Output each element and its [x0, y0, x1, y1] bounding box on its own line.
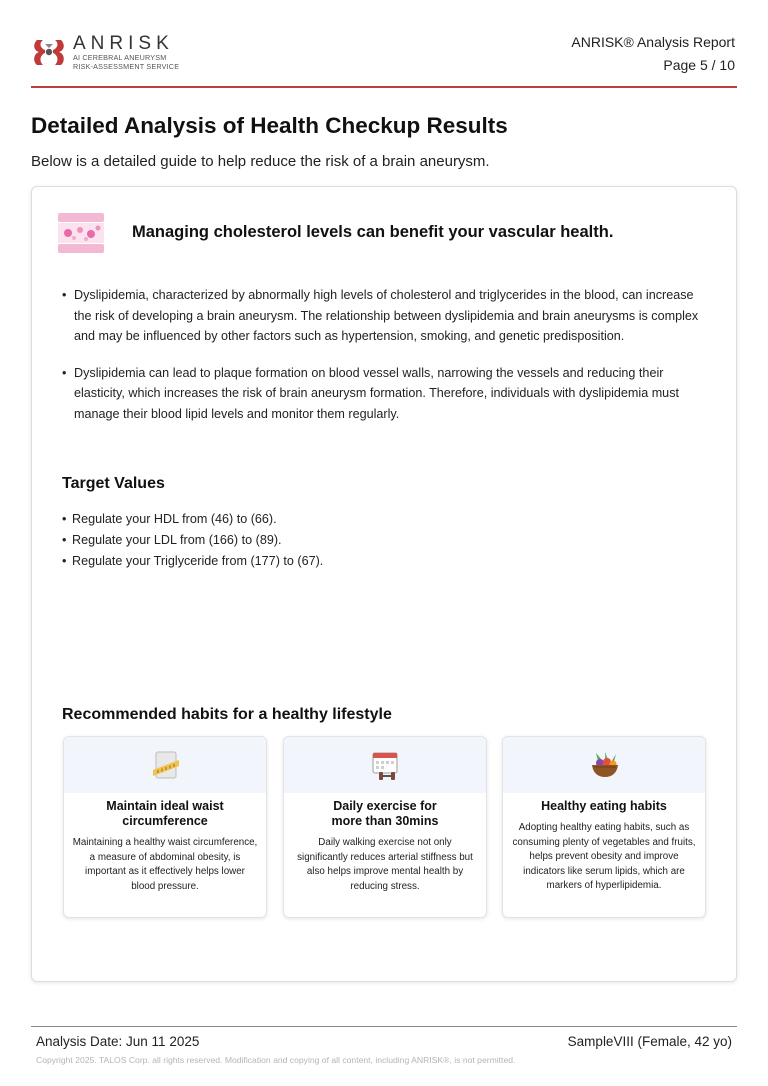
habit-description: Maintaining a healthy waist circumference, a measure of abdominal obesity, is important as it effectively helps lower blood pressure.: [72, 837, 258, 892]
page-subtitle: Below is a detailed guide to help reduce the risk of a brain aneurysm.: [31, 153, 490, 170]
calendar-dumbbell-icon: [370, 749, 402, 781]
habit-name-line-2: circumference: [122, 814, 208, 828]
target-triglyceride: • Regulate your Triglyceride from (177) to (67).: [62, 551, 662, 572]
brand-logo: [31, 34, 179, 71]
page-indicator: Page 5 / 10: [663, 57, 735, 73]
page-title: Detailed Analysis of Health Checkup Results: [31, 113, 508, 138]
analysis-date: Analysis Date: Jun 11 2025: [36, 1034, 200, 1049]
anrisk-logo-icon: [31, 34, 67, 70]
habit-card-exercise: [283, 736, 487, 918]
habit-card-waist: [63, 736, 267, 918]
habit-name-line-1: Maintain ideal waist: [106, 799, 224, 813]
habits-title: Recommended habits for a healthy lifestyle: [62, 706, 392, 723]
info-bullet-list: [62, 285, 712, 440]
target-values-list: [62, 509, 662, 572]
footer-divider: [31, 1026, 737, 1027]
brand-subtitle-line-2: RISK-ASSESSMENT SERVICE: [73, 61, 180, 71]
habit-description: Daily walking exercise not only significantly reduces arterial stiffness but also helps improve mental health by reducing stress.: [297, 837, 473, 892]
info-bullet: • Dyslipidemia can lead to plaque formation on blood vessel walls, narrowing the vessels and reducing their elasticity, which increases the risk of brain aneurysm formation. Therefore, individuals with dyslipidemia must manage their blood lipid levels and monitor them regularly.: [62, 363, 712, 425]
target-values-title: Target Values: [62, 475, 165, 492]
target-hdl: • Regulate your HDL from (46) to (66).: [62, 509, 662, 530]
brand-subtitle-line-1: AI CEREBRAL ANEURYSM: [73, 53, 167, 62]
info-bullet: • Dyslipidemia, characterized by abnormally high levels of cholesterol and triglycerides in the blood, can increase the risk of developing a brain aneurysm. The relationship between dyslipidemia and brain aneurysms is complex and may be influenced by other factors such as hypertension, smoking, and genetic predisposition.: [62, 285, 712, 347]
analysis-card: [31, 186, 737, 982]
measuring-tape-icon: [150, 749, 182, 781]
habit-name-line-1: Healthy eating habits: [541, 799, 667, 813]
report-header: [31, 30, 737, 88]
habit-description: Adopting healthy eating habits, such as consuming plenty of vegetables and fruits, helps prevent obesity and improve indicators like serum lipids, which are markers of hyperlipidemia.: [512, 822, 696, 891]
vegetable-bowl-icon: [589, 749, 621, 781]
habit-name-line-1: Daily exercise for: [333, 799, 437, 813]
copyright-notice: Copyright 2025. TALOS Corp. all rights reserved. Modification and copying of all content, including ANRISK®, is not permitted.: [36, 1055, 516, 1065]
habit-name-line-2: more than 30mins: [331, 814, 439, 828]
section-heading: Managing cholesterol levels can benefit your vascular health.: [132, 223, 614, 241]
target-ldl: • Regulate your LDL from (166) to (89).: [62, 530, 662, 551]
blood-vessel-icon: [58, 213, 104, 253]
brand-name: ANRISK: [73, 33, 174, 54]
habit-card-eating: [502, 736, 706, 918]
patient-info: SampleVIII (Female, 42 yo): [567, 1034, 732, 1049]
report-title: ANRISK® Analysis Report: [571, 34, 735, 50]
